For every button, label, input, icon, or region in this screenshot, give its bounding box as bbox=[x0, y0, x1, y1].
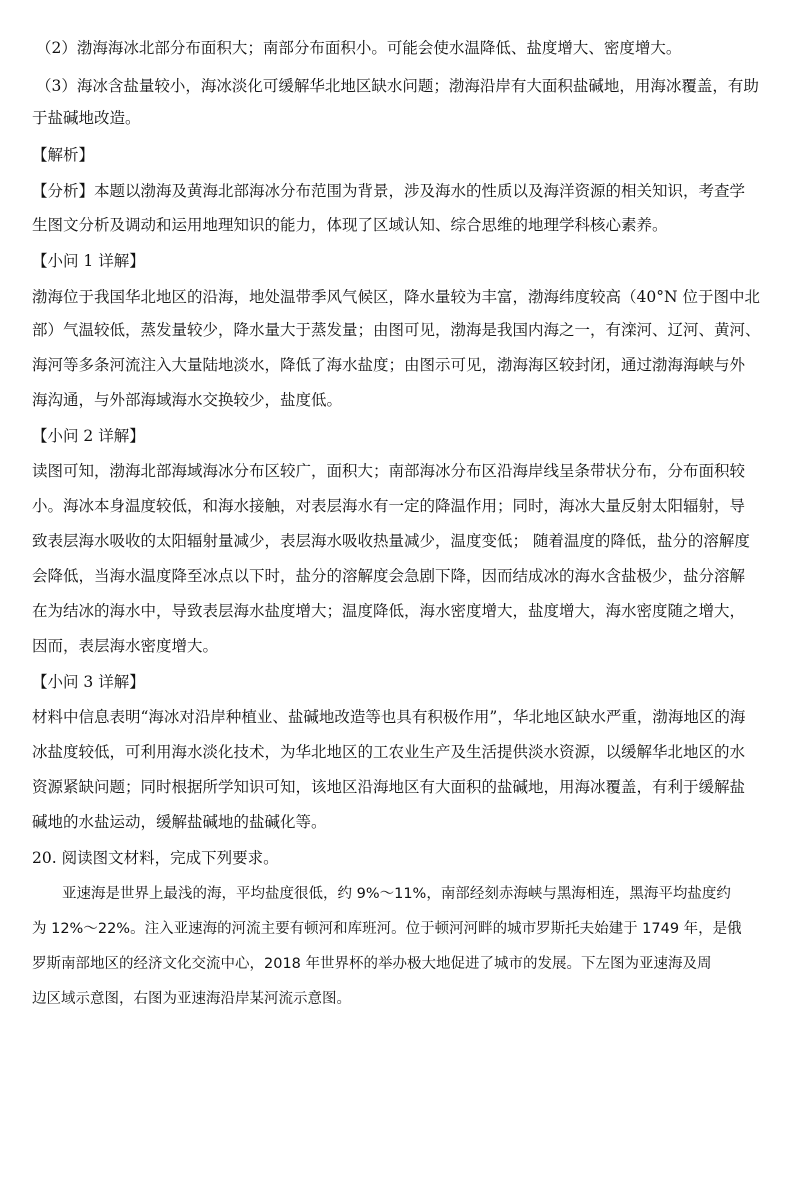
material-line-3: 罗斯南部地区的经济文化交流中心，2018 年世界杯的举办极大地促进了城市的发展。下左图为亚速海及周 bbox=[32, 956, 712, 972]
q1-line-2: 部）气温较低，蒸发量较少，降水量大于蒸发量；由图可见，渤海是我国内海之一，有滦河、辽河、黄河、 bbox=[32, 321, 761, 339]
q1-heading: 【小问 1 详解】 bbox=[32, 252, 145, 270]
q3-line-2: 冰盐度较低，可利用海水淡化技术，为华北地区的工农业生产及生活提供淡水资源，以缓解华北地区的水 bbox=[32, 743, 746, 761]
q3-line-4: 碱地的水盐运动，缓解盐碱地的盐碱化等。 bbox=[32, 813, 327, 831]
answer-2: （2）渤海海冰北部分布面积大；南部分布面积小。可能会使水温降低、盐度增大、密度增大。 bbox=[36, 39, 682, 57]
q1-line-4: 海沟通，与外部海域海水交换较少，盐度低。 bbox=[32, 391, 343, 409]
question-20-stem: 20. 阅读图文材料，完成下列要求。 bbox=[32, 849, 279, 867]
answer-3-line-2: 于盐碱地改造。 bbox=[32, 109, 141, 127]
q3-heading: 【小问 3 详解】 bbox=[32, 673, 145, 691]
q1-line-3: 海河等多条河流注入大量陆地淡水，降低了海水盐度；由图示可见，渤海海区较封闭，通过渤海海峡与外 bbox=[32, 356, 746, 374]
q3-line-1: 材料中信息表明“海冰对沿岸种植业、盐碱地改造等也具有积极作用”，华北地区缺水严重，渤海地区的海 bbox=[32, 708, 746, 726]
q2-line-6: 因而，表层海水密度增大。 bbox=[32, 637, 219, 655]
analysis-heading: 【解析】 bbox=[32, 146, 95, 164]
q2-line-2: 小。海冰本身温度较低，和海水接触，对表层海水有一定的降温作用；同时，海冰大量反射太阳辐射，导 bbox=[32, 497, 746, 515]
q2-line-4: 会降低，当海水温度降至冰点以下时，盐分的溶解度会急剧下降，因而结成冰的海水含盐极少，盐分溶解 bbox=[32, 567, 746, 585]
material-line-1: 亚速海是世界上最浅的海，平均盐度很低，约 9%～11%，南部经刻赤海峡与黑海相连，黑海平均盐度约 bbox=[62, 886, 731, 902]
q2-heading: 【小问 2 详解】 bbox=[32, 427, 145, 445]
analysis-summary-line-1: 【分析】本题以渤海及黄海北部海冰分布范围为背景，涉及海水的性质以及海洋资源的相关知识，考查学 bbox=[32, 182, 746, 200]
analysis-summary-line-2: 生图文分析及调动和运用地理知识的能力，体现了区域认知、综合思维的地理学科核心素养。 bbox=[32, 216, 668, 234]
q1-line-1: 渤海位于我国华北地区的沿海，地处温带季风气候区，降水量较为丰富，渤海纬度较高（40°N 位于图中北 bbox=[32, 288, 760, 306]
q2-line-5: 在为结冰的海水中，导致表层海水盐度增大；温度降低，海水密度增大，盐度增大，海水密度随之增大， bbox=[32, 602, 746, 620]
q2-line-3: 致表层海水吸收的太阳辐射量减少，表层海水吸收热量减少，温度变低； 随着温度的降低，盐分的溶解度 bbox=[32, 532, 750, 550]
q3-line-3: 资源紧缺问题；同时根据所学知识可知，该地区沿海地区有大面积的盐碱地，用海冰覆盖，有利于缓解盐 bbox=[32, 778, 746, 796]
material-line-4: 边区域示意图，右图为亚速海沿岸某河流示意图。 bbox=[32, 991, 351, 1007]
material-line-2: 为 12%～22%。注入亚速海的河流主要有顿河和库班河。位于顿河河畔的城市罗斯托夫始建于 1749 年，是俄 bbox=[32, 921, 742, 937]
q2-line-1: 读图可知，渤海北部海域海冰分布区较广，面积大；南部海冰分布区沿海岸线呈条带状分布，分布面积较 bbox=[32, 462, 746, 480]
answer-3-line-1: （3）海冰含盐量较小，海冰淡化可缓解华北地区缺水问题；渤海沿岸有大面积盐碱地，用海冰覆盖，有助 bbox=[36, 77, 759, 95]
